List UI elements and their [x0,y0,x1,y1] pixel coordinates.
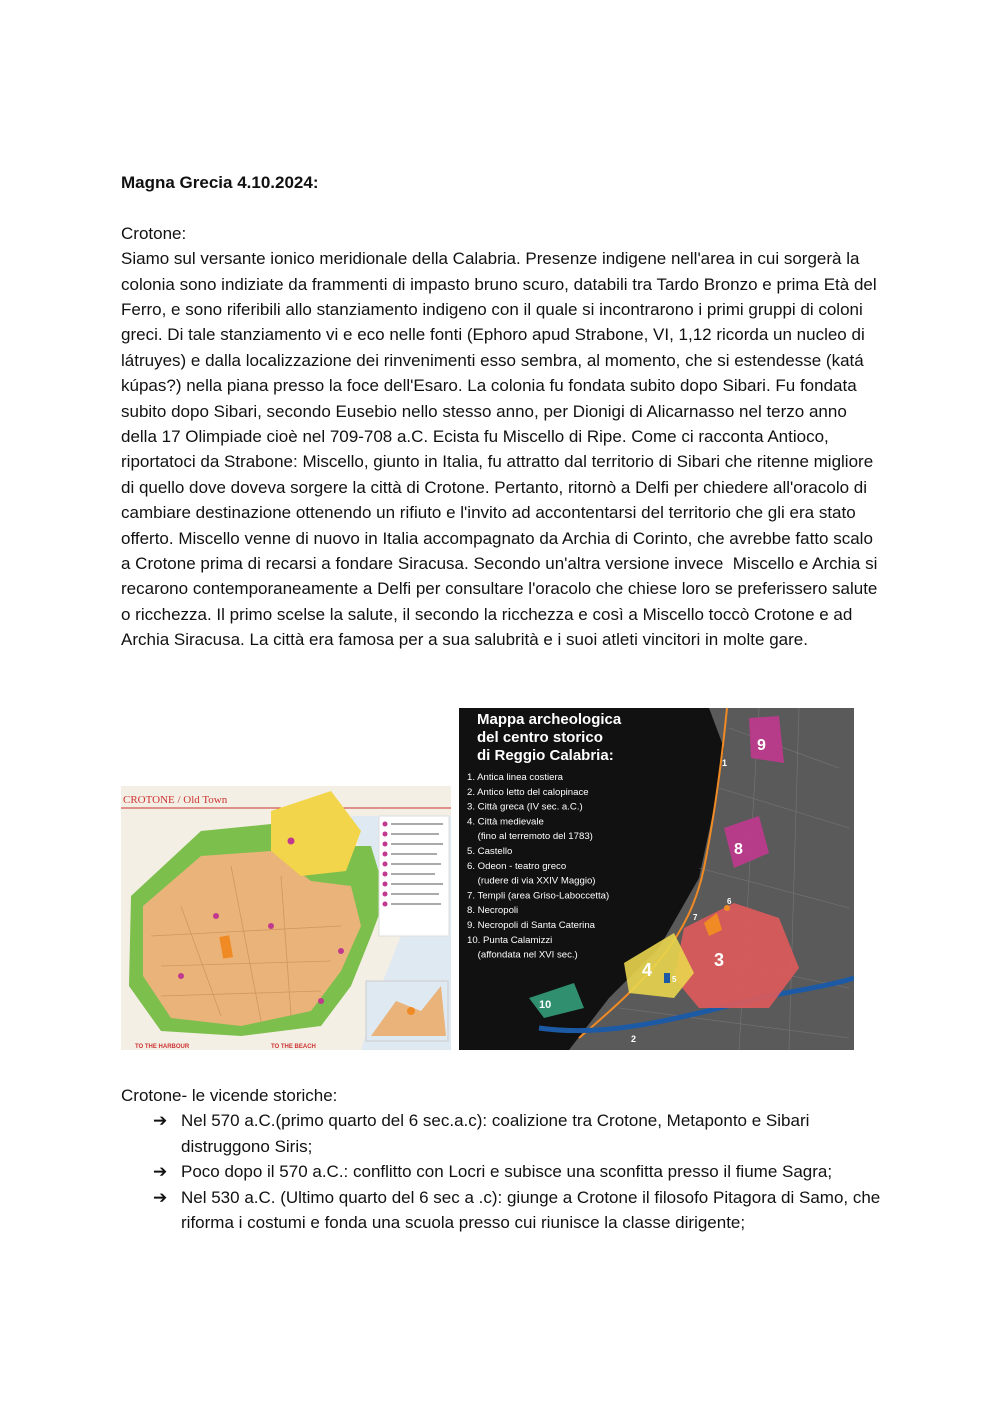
legend-item: 1. Antica linea costiera [467,772,563,783]
maps-figure [121,708,854,1050]
map-right-title-2: del centro storico [477,729,603,746]
label-8: 8 [734,841,743,858]
map-left-header: CROTONE / Old Town [123,794,228,806]
label-9: 9 [757,737,766,754]
label-10: 10 [539,999,552,1011]
list-item-text: Nel 530 a.C. (Ultimo quarto del 6 sec a .c): giunge a Crotone il filosofo Pitagora di Samo, che riforma i costumi e fonda una scuola presso cui riunisce la classe dirigente; [181,1187,881,1233]
spacer [121,195,881,220]
arrow-icon: ➔ [153,1187,168,1207]
legend-item: 2. Antico letto del calopinace [467,786,589,798]
legend-item: 10. Punta Calamizzi [467,934,553,946]
label-6: 6 [727,897,732,906]
santa-caterina-zone [749,716,784,763]
arrow-icon: ➔ [153,1111,168,1131]
label-5: 5 [672,975,677,984]
label-2: 2 [631,1034,637,1044]
legend-item: 6. Odeon - teatro greco [467,860,567,872]
legend-item: (rudere di via XXIV Maggio) [467,875,596,887]
label-3: 3 [714,950,725,970]
arrow-icon: ➔ [153,1162,168,1182]
document-text [121,170,881,653]
document-title: Magna Grecia 4.10.2024: [121,173,319,192]
castle-marker [664,973,670,983]
list-item [121,1108,881,1159]
legend-item: (affondata nel XVI sec.) [467,949,578,961]
label-1: 1 [722,758,728,768]
label-7: 7 [693,913,698,922]
list-item-text: Poco dopo il 570 a.C.: conflitto con Locri e subisce una sconfitta presso il fiume Sagra; [181,1162,833,1182]
legend-item: 5. Castello [467,846,513,857]
label-4: 4 [642,960,653,980]
list-item-text: Nel 570 a.C.(primo quarto del 6 sec.a.c): coalizione tra Crotone, Metaponto e Sibari distruggono Siris; [181,1111,810,1156]
legend-item: 9. Necropoli di Santa Caterina [467,920,595,931]
list-item [121,1159,881,1184]
legend-item: 4. Città medievale [467,816,544,828]
map-left-harbour: TO THE HARBOUR [135,1044,190,1050]
reggio-calabria-map [459,708,854,1050]
history-section [121,1083,881,1235]
legend-item: 8. Necropoli [467,905,519,917]
section-heading-history: Crotone- le vicende storiche: [121,1086,338,1105]
legend-item: (fino al terremoto del 1783) [467,831,593,843]
map-left-beach: TO THE BEACH [271,1044,316,1050]
crotone-old-town-map [121,786,451,1050]
legend-item: 3. Città greca (IV sec. a.C.) [467,801,583,813]
map-right-title-1: Mappa archeologica [477,711,622,728]
list-item [121,1185,881,1236]
section-heading-crotone: Crotone: [121,223,187,243]
section-body-crotone: Siamo sul versante ionico meridionale della Calabria. Presenze indigene nell'area in cui sorgerà la colonia sono indiziate da frammenti di impasto bruno scuro, databili tra Tardo Bronzo e prima Età del Ferro, e sono riferibili allo stanziamento indigeno con il quale si incontrarono i primi gruppi di coloni greci. Di tale stanziamento vi e eco nelle fonti (Ephoro apud Strabone, VI, 1,12 ricorda un nucleo di látruyes) e dalla localizzazione dei rinvenimenti esso sembra, al momento, che si estendesse (katá kúpas?) nella piana presso la foce dell'Esaro. La colonia fu fondata subito dopo Sibari. Fu fondata subito dopo Sibari, secondo Eusebio nello stesso anno, per Dionigi di Alicarnasso nel terzo anno della 17 Olimpiade cioè nel 709-708 a.C. Ecista fu Miscello di Ripe. Come ci racconta Antioco, riportatoci da Strabone: Miscello, giunto in Italia, fu attratto dal territorio di Sibari che ritenne migliore di quello dove doveva sorgere la città di Crotone. Pertanto, ritornò a Delfi per chiedere all'oracolo di cambiare destinazione ottenendo un rifiuto e l'invito ad accontentarsi del territorio che gli era stato offerto. Miscello venne di nuovo in Italia accompagnato da Archia di Corinto, che avrebbe fatto scalo a Crotone prima di recarsi a fondare Siracusa. Secondo un'altra versione invece Miscello e Archia si recarono contemporaneamente a Delfi per consultare l'oracolo che chiese loro se preferissero salute o ricchezza. Il primo scelse la salute, il secondo la ricchezza e così a Miscello toccò Crotone e ad Archia Siracusa. La città era famosa per a sua salubrità e i suoi atleti vincitori in molte gare. [121,249,883,650]
map-right-title-3: di Reggio Calabria: [477,747,614,764]
history-list [121,1108,881,1235]
legend-item: 7. Templi (area Griso-Laboccetta) [467,890,610,902]
